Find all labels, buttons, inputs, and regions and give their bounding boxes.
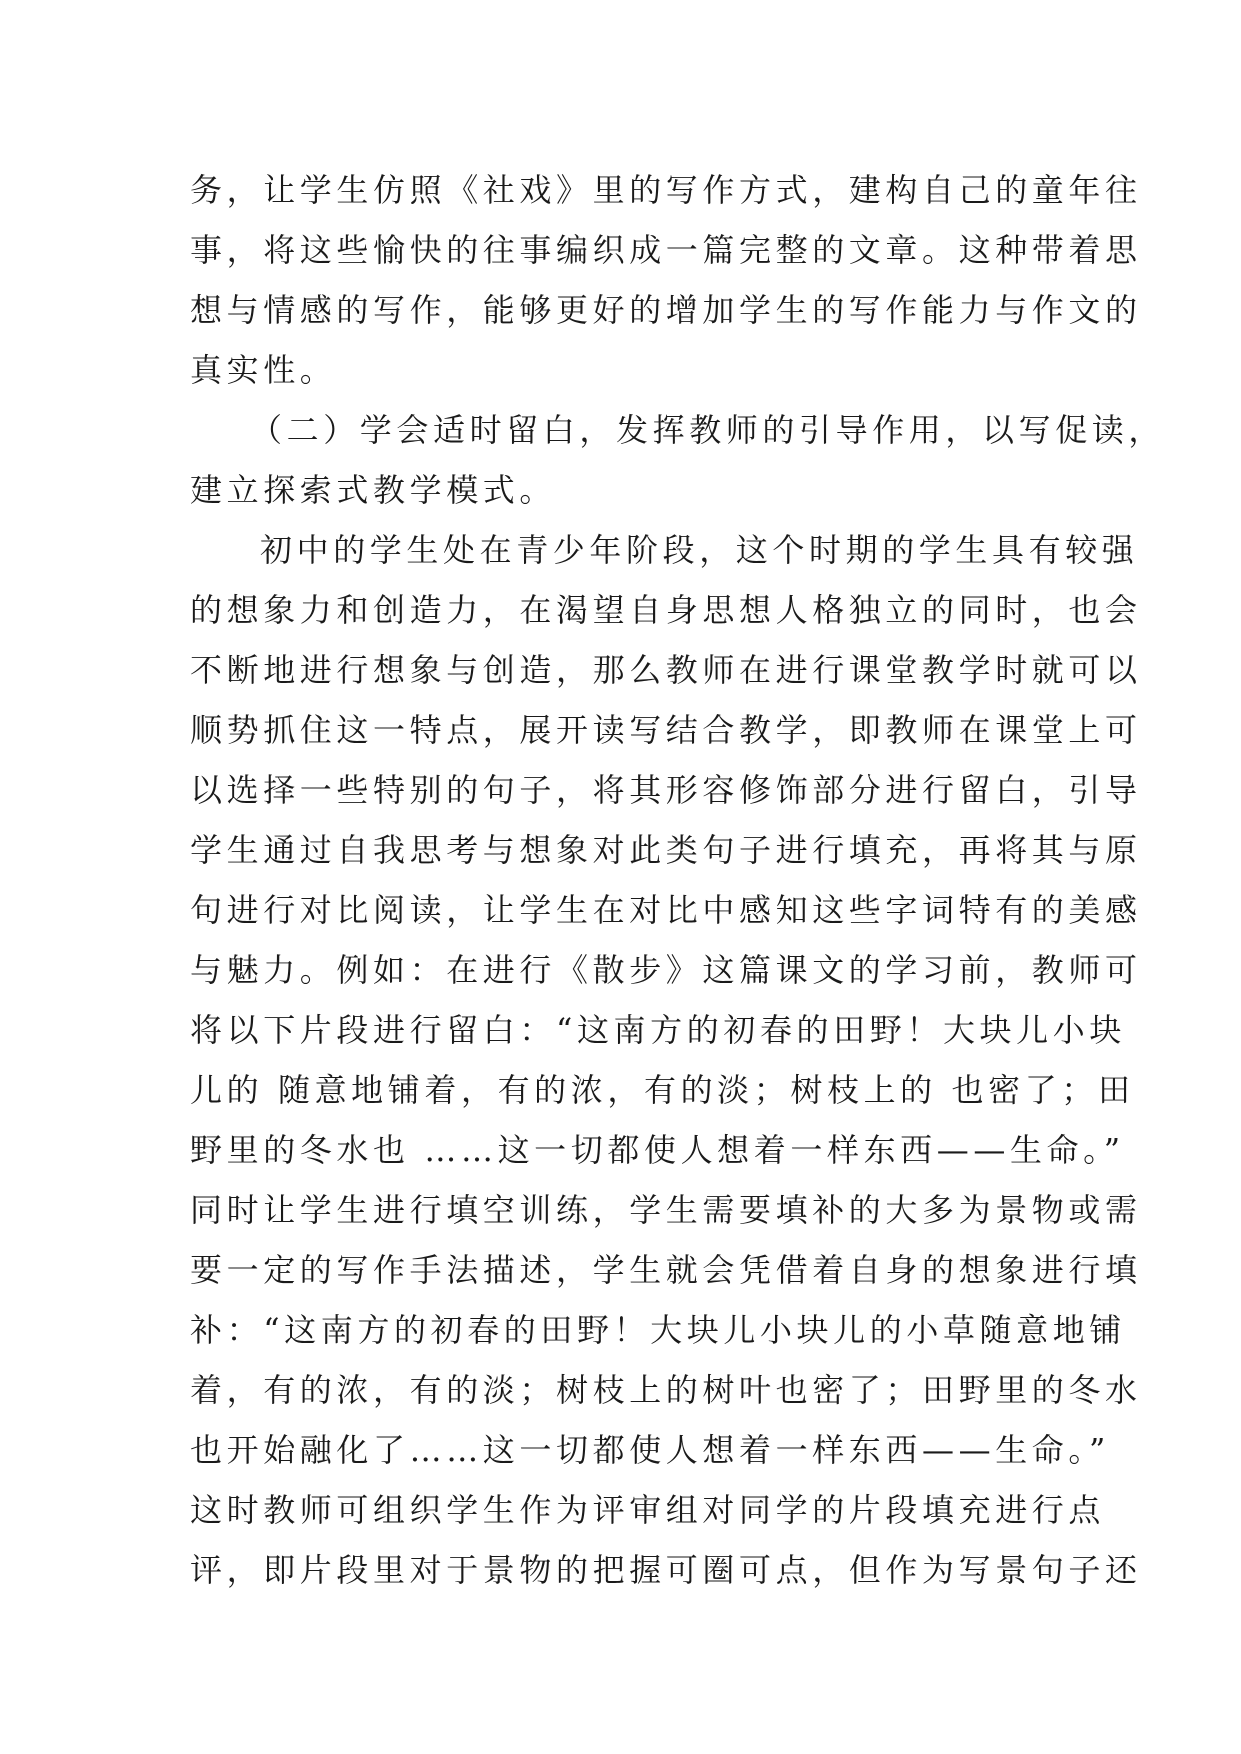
text-line: 顺势抓住这一特点，展开读写结合教学，即教师在课堂上可 xyxy=(190,711,1142,749)
text-line: 句进行对比阅读，让学生在对比中感知这些字词特有的美感 xyxy=(190,891,1142,929)
text-line: 事，将这些愉快的往事编织成一篇完整的文章。这种带着思 xyxy=(190,231,1142,269)
text-line: 学生通过自我思考与想象对此类句子进行填充，再将其与原 xyxy=(190,831,1142,869)
text-line: 不断地进行想象与创造，那么教师在进行课堂教学时就可以 xyxy=(190,651,1142,689)
section-heading: （二）学会适时留白，发挥教师的引导作用，以写促读， xyxy=(250,411,1166,449)
text-line: 这时教师可组织学生作为评审组对同学的片段填充进行点 xyxy=(190,1491,1106,1529)
text-line: 想与情感的写作，能够更好的增加学生的写作能力与作文的 xyxy=(190,291,1142,329)
text-line: 务，让学生仿照《社戏》里的写作方式，建构自己的童年往 xyxy=(190,171,1142,209)
text-line: 评，即片段里对于景物的把握可圈可点，但作为写景句子还 xyxy=(190,1551,1142,1589)
text-line: 真实性。 xyxy=(190,351,337,389)
text-line: 与魅力。例如：在进行《散步》这篇课文的学习前，教师可 xyxy=(190,951,1142,989)
text-line: 的想象力和创造力，在渴望自身思想人格独立的同时，也会 xyxy=(190,591,1142,629)
text-line: 野里的冬水也 ……这一切都使人想着一样东西——生命。” xyxy=(190,1131,1125,1169)
body-text xyxy=(190,160,1166,1600)
text-line: 着，有的浓，有的淡；树枝上的树叶也密了；田野里的冬水 xyxy=(190,1371,1142,1409)
text-line: 要一定的写作手法描述，学生就会凭借着自身的想象进行填 xyxy=(190,1251,1142,1289)
text-line: 将以下片段进行留白：“这南方的初春的田野！大块儿小块 xyxy=(190,1011,1126,1049)
text-line: 初中的学生处在青少年阶段，这个时期的学生具有较强 xyxy=(260,531,1139,569)
text-line: 补：“这南方的初春的田野！大块儿小块儿的小草随意地铺 xyxy=(190,1311,1126,1349)
text-line: 儿的 随意地铺着，有的浓，有的淡；树枝上的 也密了；田 xyxy=(190,1071,1135,1109)
text-line: 以选择一些特别的句子，将其形容修饰部分进行留白，引导 xyxy=(190,771,1142,809)
section-heading-continued: 建立探索式教学模式。 xyxy=(190,471,557,509)
text-line: 同时让学生进行填空训练，学生需要填补的大多为景物或需 xyxy=(190,1191,1142,1229)
text-line: 也开始融化了……这一切都使人想着一样东西——生命。” xyxy=(190,1431,1110,1469)
